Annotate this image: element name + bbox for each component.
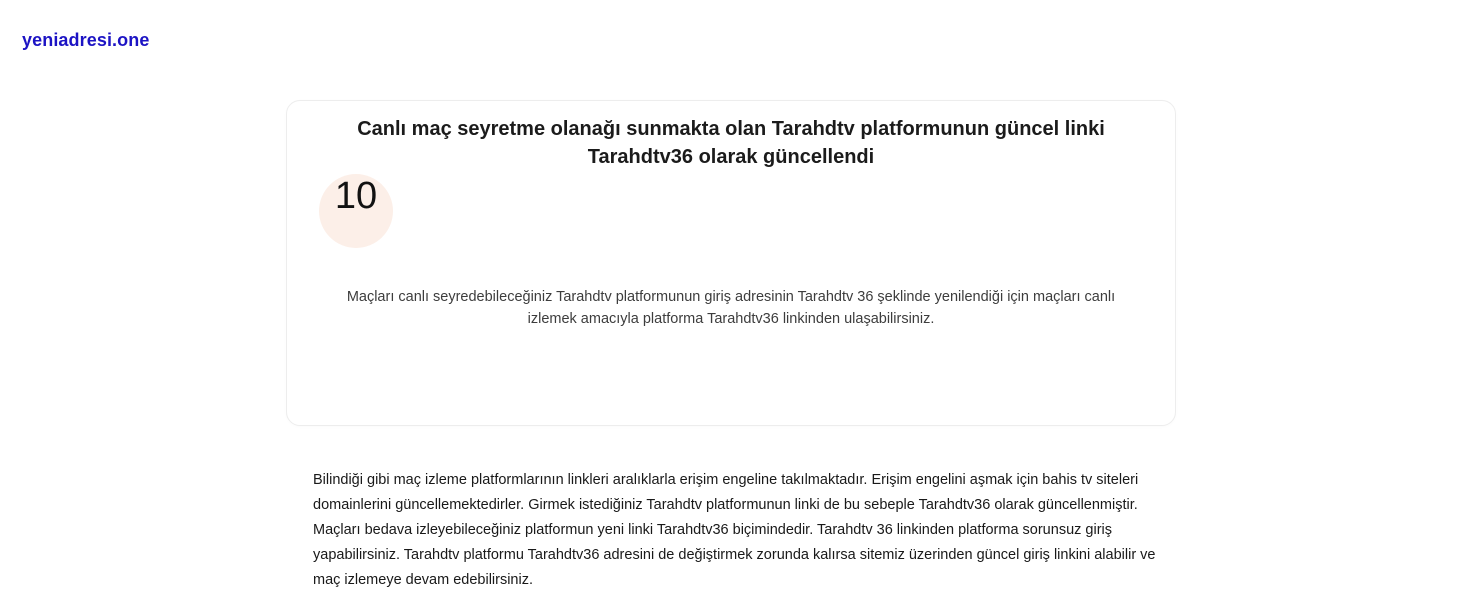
article-summary: Maçları canlı seyredebileceğiniz Tarahdtv platformunun giriş adresinin Tarahdtv 36 şeklinde yenilendiği için maçları canlı izlemek amacıyla platforma Tarahdtv36 linkinden ulaşabilirsiniz. — [346, 289, 1116, 327]
article-title: Canlı maç seyretme olanağı sunmakta olan Tarahdtv platformunun güncel linki Tarahdtv36 olarak güncellendi — [357, 118, 1105, 168]
site-logo[interactable]: yeniadresi.one — [22, 30, 150, 50]
step-number: 10 — [334, 175, 378, 217]
site-header — [22, 30, 149, 51]
article-body: Bilindiği gibi maç izleme platformlarının linkleri aralıklarla erişim engeline takılmaktadır. Erişim engelini aşmak için bahis tv siteleri domainlerini güncellemektedirler. Girmek istediğiniz Tarahdtv platformunun linki de bu sebeple Tarahdtv36 olarak güncellenmiştir. Maçları bedava izleyebileceğiniz platformun yeni linki Tarahdtv36 biçimindedir. Tarahdtv 36 linkinden platforma sorunsuz giriş yapabilirsiniz. Tarahdtv platformu Tarahdtv36 adresini de değiştirmek zorunda kalırsa sitemiz üzerinden güncel giriş linkini alabilir ve maç izlemeye devam edebilirsiniz. — [313, 472, 1156, 588]
update-card — [286, 100, 1176, 426]
step-circle — [319, 174, 393, 248]
